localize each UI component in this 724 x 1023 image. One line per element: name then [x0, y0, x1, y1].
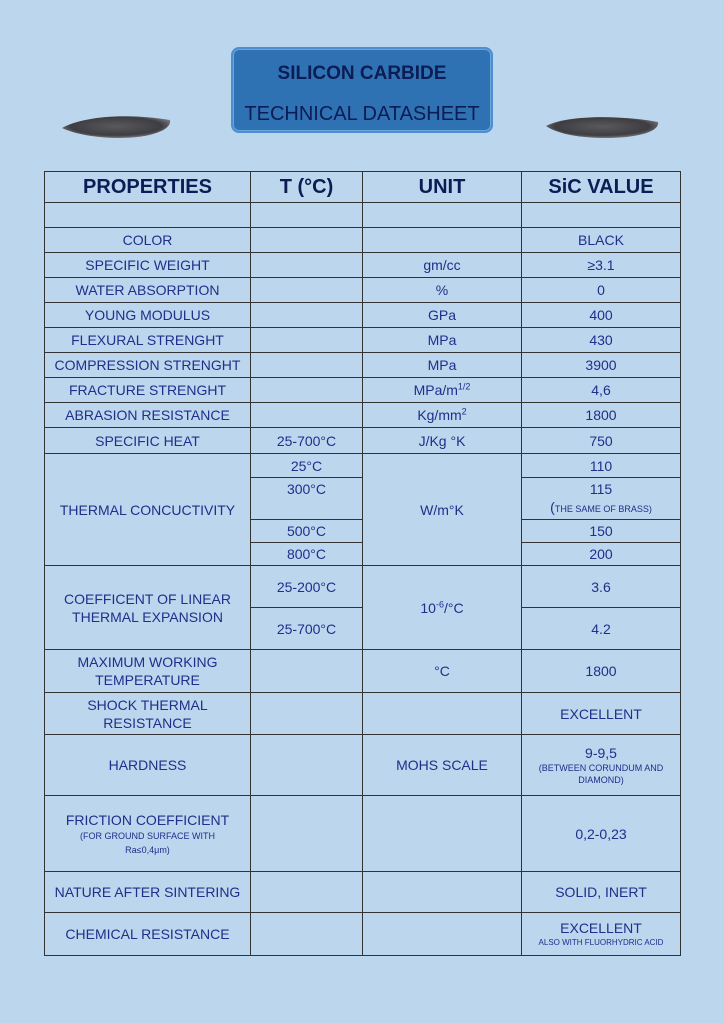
table-row	[45, 454, 681, 478]
property-name	[45, 650, 251, 693]
table-row	[45, 872, 681, 913]
unit-superscript: 1/2	[457, 381, 471, 392]
unit-cell	[363, 872, 522, 913]
unit-cell: GPa	[363, 303, 522, 328]
unit-cell	[363, 796, 522, 872]
value-cell: 0	[522, 278, 681, 303]
property-name: CHEMICAL RESISTANCE	[45, 913, 251, 956]
property-line: TEMPERATURE	[95, 672, 200, 688]
value-cell: 0,2-0,23	[522, 796, 681, 872]
table-row	[45, 913, 681, 956]
value-cell: 3900	[522, 353, 681, 378]
powder-image-right	[544, 110, 662, 142]
temperature-cell: 25-200°C	[251, 566, 363, 608]
property-name: SPECIFIC WEIGHT	[45, 253, 251, 278]
value-text: EXCELLENT	[560, 920, 642, 936]
temperature-cell	[251, 913, 363, 956]
header-sic-value: SiC VALUE	[522, 172, 681, 203]
temperature-cell: 25-700°C	[251, 428, 363, 454]
table-row	[45, 228, 681, 253]
value-cell: EXCELLENT	[522, 693, 681, 735]
value-cell: SOLID, INERT	[522, 872, 681, 913]
value-cell: 3.6	[522, 566, 681, 608]
temperature-cell	[251, 796, 363, 872]
property-name: WATER ABSORPTION	[45, 278, 251, 303]
temperature-cell	[251, 278, 363, 303]
property-name: NATURE AFTER SINTERING	[45, 872, 251, 913]
table-row	[45, 735, 681, 796]
temperature-cell: 800°C	[251, 543, 363, 566]
value-note-paren: (	[550, 498, 555, 515]
unit-cell: °C	[363, 650, 522, 693]
unit-base: 10	[420, 599, 436, 616]
temperature-cell: 300°C	[251, 478, 363, 520]
property-name: YOUNG MODULUS	[45, 303, 251, 328]
temperature-cell	[251, 253, 363, 278]
temperature-cell	[251, 735, 363, 796]
property-name: FRACTURE STRENGHT	[45, 378, 251, 403]
table-header-row	[45, 172, 681, 203]
value-note: (BETWEEN CORUNDUM AND	[538, 763, 664, 773]
value-cell: 150	[522, 520, 681, 543]
header-temperature: T (°C)	[251, 172, 363, 203]
table-row	[45, 403, 681, 428]
unit-cell	[363, 403, 522, 428]
value-text: 115	[589, 480, 613, 497]
table-row	[45, 353, 681, 378]
document-title: SILICON CARBIDE	[277, 63, 447, 84]
temperature-cell	[251, 403, 363, 428]
temperature-cell	[251, 328, 363, 353]
powder-image-left	[60, 110, 174, 142]
unit-cell: MOHS SCALE	[363, 735, 522, 796]
unit-cell: MPa	[363, 328, 522, 353]
value-cell: 750	[522, 428, 681, 454]
value-cell: 1800	[522, 650, 681, 693]
temperature-cell: 25-700°C	[251, 608, 363, 650]
table-row	[45, 693, 681, 735]
value-cell: 4.2	[522, 608, 681, 650]
property-name: THERMAL CONCUCTIVITY	[45, 454, 251, 566]
unit-cell	[363, 913, 522, 956]
value-cell: 4,6	[522, 378, 681, 403]
property-name: SPECIFIC HEAT	[45, 428, 251, 454]
unit-tail: /°C	[443, 599, 464, 616]
value-cell: 200	[522, 543, 681, 566]
property-line: RESISTANCE	[103, 714, 192, 731]
unit-superscript: 2	[461, 406, 467, 417]
property-note: (FOR GROUND SURFACE WITH	[80, 830, 215, 841]
temperature-cell: 500°C	[251, 520, 363, 543]
unit-base: Kg/mm	[417, 407, 462, 423]
temperature-cell	[251, 693, 363, 735]
unit-cell	[363, 566, 522, 650]
value-note: THE SAME OF BRASS)	[554, 503, 652, 514]
property-name: COLOR	[45, 228, 251, 253]
table-row	[45, 428, 681, 454]
property-line: FRICTION COEFFICIENT	[65, 811, 230, 828]
value-cell	[522, 478, 681, 520]
unit-cell	[363, 378, 522, 403]
property-name	[45, 693, 251, 735]
property-name: HARDNESS	[45, 735, 251, 796]
header-properties: PROPERTIES	[45, 172, 251, 203]
table-row	[45, 796, 681, 872]
value-cell: ≥3.1	[522, 253, 681, 278]
value-cell: 110	[522, 454, 681, 478]
unit-superscript: -6	[435, 598, 444, 609]
property-line: COEFFICENT OF LINEAR	[64, 590, 231, 607]
value-cell	[522, 913, 681, 956]
property-name: FLEXURAL STRENGHT	[45, 328, 251, 353]
unit-cell: MPa	[363, 353, 522, 378]
temperature-cell	[251, 650, 363, 693]
property-name	[45, 566, 251, 650]
value-text: 9-9,5	[585, 745, 617, 761]
table-row	[45, 278, 681, 303]
title-banner	[231, 47, 493, 133]
value-cell	[522, 735, 681, 796]
table-row	[45, 303, 681, 328]
property-name	[45, 796, 251, 872]
header-unit: UNIT	[363, 172, 522, 203]
temperature-cell: 25°C	[251, 454, 363, 478]
table-row	[45, 650, 681, 693]
value-cell: 400	[522, 303, 681, 328]
property-line: THERMAL EXPANSION	[72, 608, 223, 625]
value-cell: BLACK	[522, 228, 681, 253]
temperature-cell	[251, 378, 363, 403]
temperature-cell	[251, 353, 363, 378]
temperature-cell	[251, 303, 363, 328]
properties-table	[44, 171, 681, 956]
property-note: Ra≤0,4μm)	[125, 844, 170, 855]
table-row	[45, 378, 681, 403]
unit-cell	[363, 228, 522, 253]
property-name: ABRASION RESISTANCE	[45, 403, 251, 428]
value-note: ALSO WITH FLUORHYDRIC ACID	[538, 938, 664, 947]
unit-cell	[363, 693, 522, 735]
document-subtitle: TECHNICAL DATASHEET	[244, 103, 480, 125]
table-row	[45, 253, 681, 278]
table-row-empty	[45, 203, 681, 228]
value-cell: 1800	[522, 403, 681, 428]
unit-cell: J/Kg °K	[363, 428, 522, 454]
property-line: SHOCK THERMAL	[87, 696, 208, 713]
unit-cell: %	[363, 278, 522, 303]
unit-base: MPa/m	[413, 382, 458, 398]
property-name: COMPRESSION STRENGHT	[45, 353, 251, 378]
value-note: DIAMOND)	[578, 775, 624, 785]
table-row	[45, 328, 681, 353]
property-line: MAXIMUM WORKING	[77, 654, 218, 670]
unit-cell: W/m°K	[363, 454, 522, 566]
table-row	[45, 566, 681, 608]
unit-cell: gm/cc	[363, 253, 522, 278]
temperature-cell	[251, 228, 363, 253]
temperature-cell	[251, 872, 363, 913]
value-cell: 430	[522, 328, 681, 353]
